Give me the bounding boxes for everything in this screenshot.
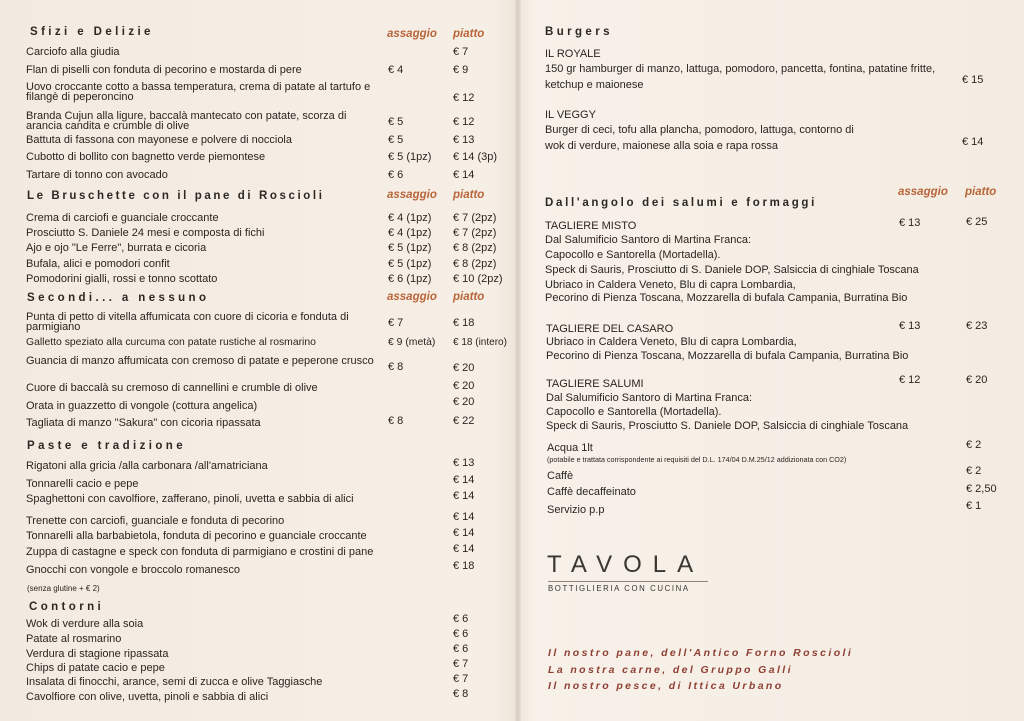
menu-item: Ajo e ojo "Le Ferre", burrata e cicoria € 5 (1pz) € 8 (2pz) [26, 242, 497, 254]
board-line: Pecorino di Pienza Toscana, Mozzarella di bufala Campania, Burratina Bio [546, 350, 909, 362]
supplier-line: La nostra carne, del Gruppo Galli [548, 664, 793, 676]
burger-name: IL VEGGY [545, 109, 596, 121]
menu-item: Tonnarelli cacio e pepe € 14 [26, 474, 475, 490]
section-title-salumi: Dall'angolo dei salumi e formaggi [545, 197, 818, 209]
menu-item: Spaghettoni con cavolfiore, zafferano, pinoli, uvetta e sabbia di alici € 14 [26, 490, 475, 505]
menu-item: Trenette con carciofi, guanciale e fonduta di pecorino € 14 [26, 511, 475, 527]
board-name: TAGLIERE MISTO [545, 220, 637, 232]
burger-description: Burger di ceci, tofu alla plancha, pomodoro, lattuga, contorno di [545, 124, 854, 136]
menu-item: Orata in guazzetto di vongole (cottura angelica) € 20 [26, 396, 475, 412]
burger-description: ketchup e maionese [545, 79, 644, 91]
drink-name: Caffè decaffeinato [547, 486, 636, 498]
drink-name: Caffè [547, 470, 574, 482]
board-line: Dal Salumificio Santoro di Martina Franca: [546, 392, 753, 404]
board-price-piatto: € 20 [966, 374, 988, 386]
menu-item: Crema di carciofi e guanciale croccante € 4 (1pz) € 7 (2pz) [26, 212, 497, 224]
board-price-piatto: € 23 [966, 320, 988, 332]
board-price-piatto: € 25 [966, 216, 988, 228]
menu-item: Rigatoni alla gricia /alla carbonara /all'amatriciana € 13 [26, 457, 475, 472]
burger-price: € 15 [962, 74, 984, 86]
board-line: Capocollo e Santorella (Mortadella). [545, 249, 721, 261]
restaurant-subtitle: BOTTIGLIERIA CON CUCINA [548, 584, 690, 593]
menu-item: Uovo croccante cotto a bassa temperatura, crema di patate al tartufo e filangè di peperoncino € 12 [26, 81, 475, 104]
section-title-burgers: Burgers [545, 26, 613, 38]
board-line: Speck di Sauris, Prosciutto di S. Daniele DOP, Salsiccia di cinghiale Toscana [545, 264, 919, 276]
board-name: TAGLIERE SALUMI [546, 378, 644, 390]
burger-name: IL ROYALE [545, 48, 601, 60]
logo-divider [548, 581, 708, 582]
header-assaggio: assaggio [387, 291, 437, 303]
drink-price: € 2 [966, 439, 982, 451]
header-piatto: piatto [965, 186, 997, 198]
drink-name: Acqua 1lt [547, 442, 593, 454]
section-title-secondi: Secondi... a nessuno [27, 292, 210, 304]
menu-item: Bufala, alici e pomodori confit € 5 (1pz) € 8 (2pz) [26, 258, 497, 270]
drink-price: € 2,50 [966, 483, 997, 495]
menu-item: Battuta di fassona con mayonese e polvere di nocciola € 5 € 13 [26, 134, 475, 146]
board-line: Ubriaco in Caldera Veneto, Blu di capra Lombardia, [546, 336, 797, 348]
header-piatto: piatto [453, 28, 485, 40]
board-price-assaggio: € 13 [899, 217, 921, 229]
menu-item: Patate al rosmarino € 6 [26, 628, 469, 645]
page-fold [515, 0, 521, 721]
menu-item: Gnocchi con vongole e broccolo romanesco € 18 [26, 560, 475, 576]
board-line: Dal Salumificio Santoro di Martina Franca: [545, 234, 752, 246]
board-price-assaggio: € 13 [899, 320, 921, 332]
header-piatto: piatto [453, 189, 485, 201]
menu-item: Tonnarelli alla barbabietola, fonduta di pecorino e guanciale croccante € 14 [26, 527, 475, 542]
board-name: TAGLIERE DEL CASARO [546, 323, 674, 335]
menu-item: Branda Cujun alla ligure, baccalà mantecato con patate, scorza di arancia candita e crumble di olive € 5 € 12 [26, 110, 475, 132]
board-price-assaggio: € 12 [899, 374, 921, 386]
menu-item: Tartare di tonno con avocado € 6 € 14 [26, 169, 475, 181]
menu-item: Verdura di stagione ripassata € 6 [26, 643, 469, 660]
section-title-contorni: Contorni [29, 601, 105, 613]
menu-item: Pomodorini gialli, rossi e tonno scottato € 6 (1pz) € 10 (2pz) [26, 273, 503, 285]
burger-description: wok di verdure, maionese alla soia e rapa rossa [545, 140, 778, 152]
menu-item: Cavolfiore con olive, uvetta, pinoli e sabbia di alici € 8 [26, 688, 469, 703]
menu-item: Guancia di manzo affumicata con cremoso di patate e peperone crusco € 8 € 20 [26, 355, 475, 374]
menu-item: Galletto speziato alla curcuma con patate rustiche al rosmarino € 9 (metà) € 18 (intero) [26, 337, 507, 348]
header-assaggio: assaggio [387, 189, 437, 201]
drink-price: € 2 [966, 465, 982, 477]
board-line: Speck di Sauris, Prosciutto S. Daniele DOP, Salsiccia di cinghiale Toscana [546, 420, 909, 432]
header-piatto: piatto [453, 291, 485, 303]
section-title-bruschette: Le Bruschette con il pane di Roscioli [27, 190, 325, 202]
service-charge: Servizio p.p [547, 504, 605, 516]
menu-item: Prosciutto S. Daniele 24 mesi e composta di fichi € 4 (1pz) € 7 (2pz) [26, 227, 497, 239]
menu-item: Cuore di baccalà su cremoso di cannellini e crumble di olive € 20 [26, 380, 475, 394]
board-line: Ubriaco in Caldera Veneto, Blu di capra Lombardia, [545, 279, 796, 291]
menu-item: Carciofo alla giudia € 7 [26, 46, 469, 58]
service-price: € 1 [966, 500, 982, 512]
gluten-free-note: (senza glutine + € 2) [27, 584, 100, 593]
water-legal-note: (potabile e trattata corrispondente ai requisiti del D.L. 174/04 D.M.25/12 addizionata con CO2) [547, 455, 847, 464]
header-assaggio: assaggio [898, 186, 948, 198]
board-line: Capocollo e Santorella (Mortadella). [546, 406, 722, 418]
header-assaggio: assaggio [387, 28, 437, 40]
menu-item: Cubotto di bollito con bagnetto verde piemontese € 5 (1pz) € 14 (3p) [26, 151, 498, 163]
section-title-sfizi: Sfizi e Delizie [30, 26, 154, 38]
menu-item: Tagliata di manzo "Sakura" con cicoria ripassata € 8 € 22 [26, 415, 475, 429]
board-line: Pecorino di Pienza Toscana, Mozzarella di bufala Campania, Burratina Bio [545, 292, 908, 304]
menu-item: Insalata di finocchi, arance, semi di zucca e olive Taggiasche € 7 [26, 673, 469, 688]
restaurant-logo: TAVOLA [547, 551, 705, 578]
menu-item: Flan di piselli con fonduta di pecorino e mostarda di pere € 4 € 9 [26, 64, 469, 76]
section-title-paste: Paste e tradizione [27, 440, 186, 452]
menu-item: Wok di verdure alla soia € 6 [26, 613, 469, 630]
supplier-line: Il nostro pesce, di Ittica Urbano [548, 680, 784, 692]
supplier-line: Il nostro pane, dell'Antico Forno Roscioli [548, 647, 854, 659]
menu-item: Zuppa di castagne e speck con fonduta di parmigiano e crostini di pane € 14 [26, 543, 475, 558]
burger-description: 150 gr hamburger di manzo, lattuga, pomodoro, pancetta, fontina, patatine fritte, [545, 63, 936, 75]
burger-price: € 14 [962, 136, 984, 148]
menu-item: Punta di petto di vitella affumicata con cuore di cicoria e fonduta di parmigiano € 7 € 18 [26, 311, 475, 333]
menu-item: Chips di patate cacio e pepe € 7 [26, 658, 469, 674]
